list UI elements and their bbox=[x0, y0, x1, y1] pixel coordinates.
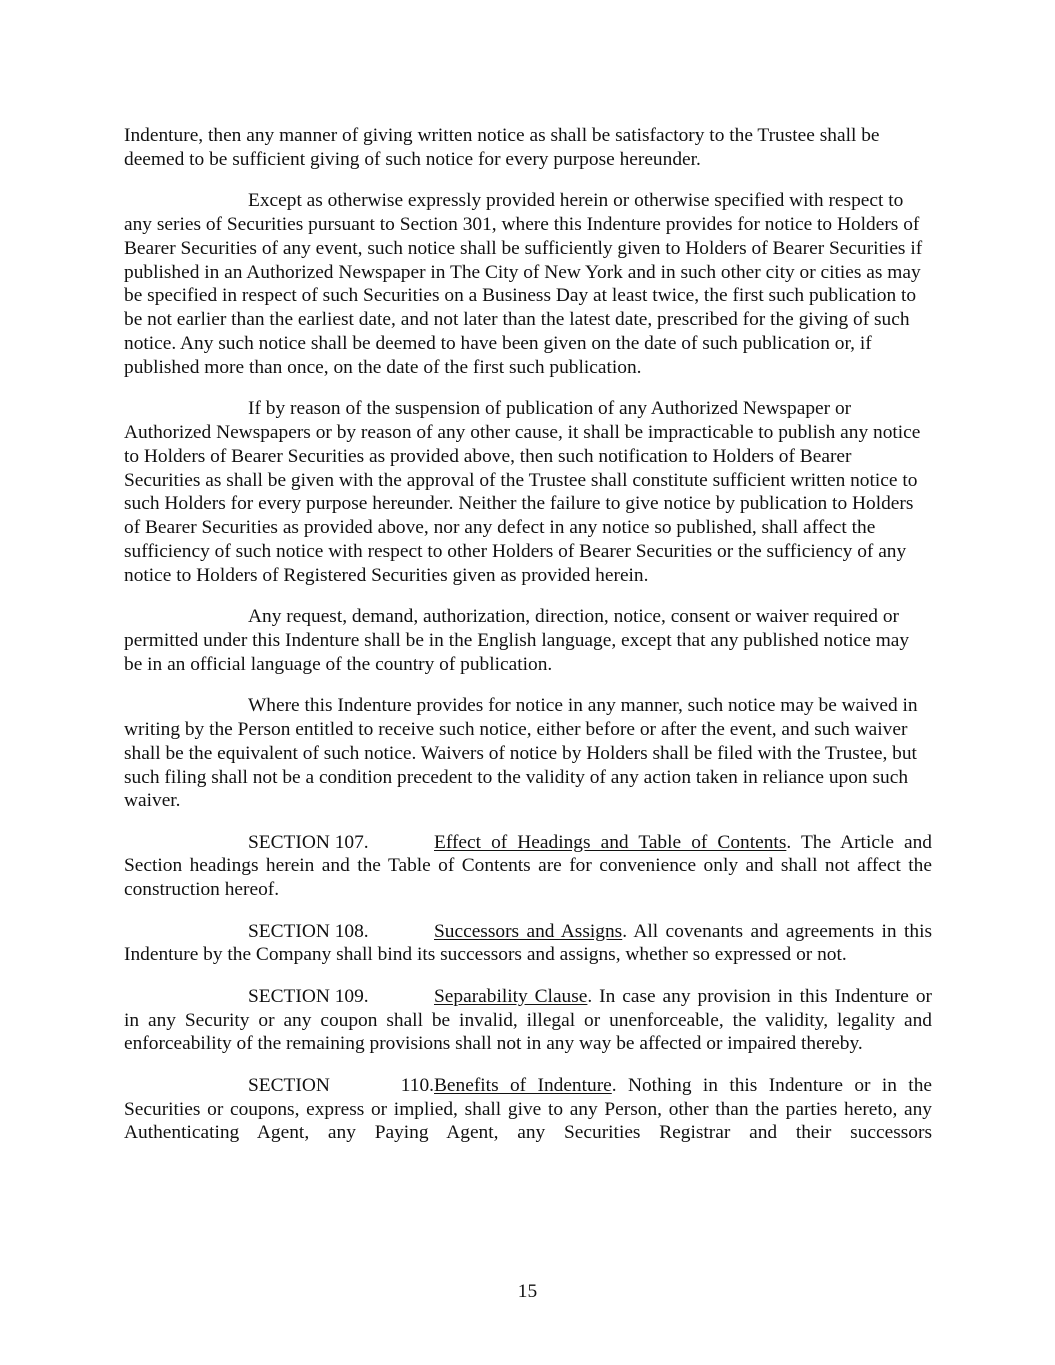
section-number: SECTION 110. bbox=[248, 1074, 434, 1096]
section-107 bbox=[124, 831, 932, 902]
paragraph-bearer-notice: Except as otherwise expressly provided herein or otherwise specified with respect to any series of Securities pursuant to Section 301, where this Indenture provides for notice to Holders of Bearer Securities of any event, such notice shall be sufficiently given to Holders of Bearer Securities if published in an Authorized Newspaper in The City of New York and in such other city or cities as may be specified in respect of such Securities on a Business Day at least twice, the first such publication to be not earlier than the earliest date, and not later than the latest date, prescribed for the giving of such notice. Any such notice shall be deemed to have been given on the date of such publication or, if published more than once, on the date of the first such publication. bbox=[124, 190, 923, 378]
section-title: Successors and Assigns bbox=[434, 920, 623, 942]
section-title: Effect of Headings and Table of Contents bbox=[434, 831, 787, 853]
paragraph-english-language: Any request, demand, authorization, direction, notice, consent or waiver required or permitted under this Indenture shall be in the English language, except that any published notice may be in an official language of the country of publication. bbox=[124, 606, 910, 675]
section-body: . All covenants and agreements in this Indenture by the Company shall bind its successors and assigns, whether so expressed or not. bbox=[124, 920, 933, 966]
paragraph-waiver-of-notice: Where this Indenture provides for notice in any manner, such notice may be waived in writing by the Person entitled to receive such notice, either before or after the event, and such waiver shall be the equivalent of such notice. Waivers of notice by Holders shall be filed with the Trustee, but such filing shall not be a condition precedent to the validity of any action taken in reliance upon such waiver. bbox=[124, 695, 918, 812]
section-title: Separability Clause bbox=[434, 985, 588, 1007]
paragraph-continuation: Indenture, then any manner of giving written notice as shall be satisfactory to the Trustee shall be deemed to be sufficient giving of such notice for every purpose hereunder. bbox=[124, 125, 880, 170]
section-number: SECTION 108. bbox=[248, 920, 369, 942]
section-110 bbox=[124, 1074, 932, 1145]
section-108 bbox=[124, 920, 932, 968]
section-109 bbox=[124, 985, 932, 1056]
section-number: SECTION 109. bbox=[248, 985, 369, 1007]
section-number: SECTION 107. bbox=[248, 831, 369, 853]
document-page bbox=[124, 124, 932, 1163]
page-number: 15 bbox=[517, 1281, 538, 1302]
section-body: . The Article and Section headings herein and the Table of Contents are for convenience only and shall not affect the construction hereof. bbox=[124, 831, 933, 901]
paragraph-suspension-of-publication: If by reason of the suspension of publication of any Authorized Newspaper or Authorized Newspapers or by reason of any other cause, it shall be impracticable to publish any notice to Holders of Bearer Securities as provided above, then such notification to Holders of Bearer Securities as shall be given with the approval of the Trustee shall constitute sufficient written notice to such Holders for every purpose hereunder. Neither the failure to give notice by publication to Holders of Bearer Securities as provided above, nor any defect in any notice so published, shall affect the sufficiency of such notice with respect to other Holders of Bearer Securities or the sufficiency of any notice to Holders of Registered Securities given as provided herein. bbox=[124, 398, 921, 586]
section-title: Benefits of Indenture bbox=[434, 1074, 612, 1096]
section-body: . In case any provision in this Indenture or in any Security or any coupon shall be invalid, illegal or unenforceable, the validity, legality and enforceability of the remaining provisions shall not in any way be affected or impaired thereby. bbox=[124, 985, 932, 1055]
section-body: . Nothing in this Indenture or in the Securities or coupons, express or implied, shall give to any Person, other than the parties hereto, any Authenticating Agent, any Paying Agent, any Securities Registrar and their successors bbox=[124, 1074, 932, 1144]
